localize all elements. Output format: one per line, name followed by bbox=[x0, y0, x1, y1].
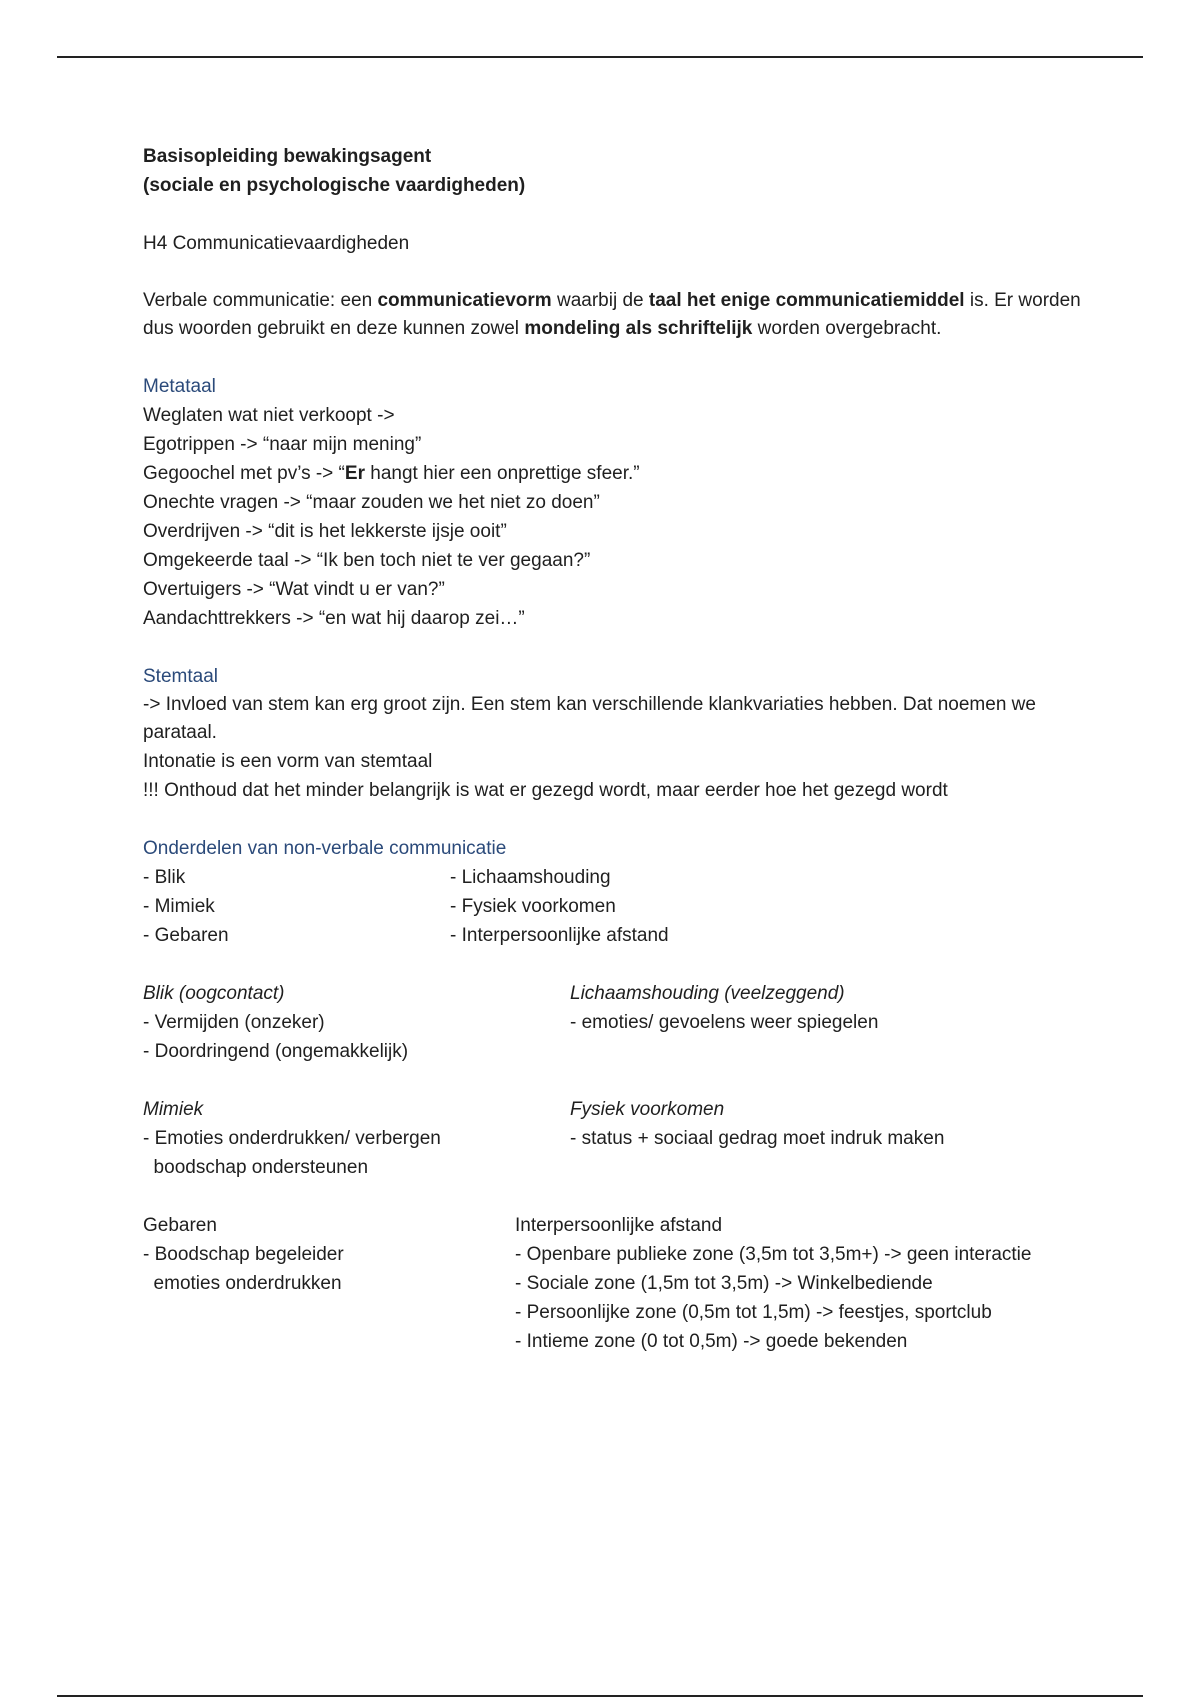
list-item: - Persoonlijke zone (0,5m tot 1,5m) -> feestjes, sportclub bbox=[515, 1302, 992, 1323]
section-heading-row bbox=[143, 1095, 1083, 1124]
section-row bbox=[143, 1327, 1083, 1356]
metataal-heading: Metataal bbox=[143, 376, 216, 397]
nonverbal-row bbox=[143, 921, 1083, 950]
list-item: Weglaten wat niet verkoopt -> bbox=[143, 405, 395, 426]
stemtaal-paragraph: -> Invloed van stem kan erg groot zijn. Een stem kan verschillende klankvariaties hebben. Dat noemen we parataal. bbox=[143, 694, 1036, 743]
list-item: Overtuigers -> “Wat vindt u er van?” bbox=[143, 579, 445, 600]
list-item: - Mimiek bbox=[143, 896, 215, 917]
list-item: - Fysiek voorkomen bbox=[450, 896, 616, 917]
document-subtitle: (sociale en psychologische vaardigheden) bbox=[143, 175, 526, 196]
section-row bbox=[143, 1240, 1083, 1269]
list-item: boodschap ondersteunen bbox=[143, 1157, 369, 1178]
list-item: Overdrijven -> “dit is het lekkerste ijsje ooit” bbox=[143, 521, 507, 542]
list-item: emoties onderdrukken bbox=[143, 1273, 342, 1294]
list-item: - status + sociaal gedrag moet indruk maken bbox=[570, 1128, 945, 1149]
section-heading-row bbox=[143, 979, 1083, 1008]
afstand-heading: Interpersoonlijke afstand bbox=[515, 1215, 723, 1236]
verbal-communication-paragraph: Verbale communicatie: een communicatievorm waarbij de taal het enige communicatiemiddel is. Er worden dus woorden gebruikt en deze kunnen zowel mondeling als schriftelijk worden overgebracht. bbox=[143, 290, 1081, 339]
chapter-heading: H4 Communicatievaardigheden bbox=[143, 233, 410, 254]
list-item: Gegoochel met pv’s -> “Er hangt hier een onprettige sfeer.” bbox=[143, 463, 640, 484]
list-item: Aandachttrekkers -> “en wat hij daarop zei…” bbox=[143, 608, 525, 629]
list-item: - Interpersoonlijke afstand bbox=[450, 925, 669, 946]
list-item: - emoties/ gevoelens weer spiegelen bbox=[570, 1012, 879, 1033]
list-item: - Blik bbox=[143, 867, 186, 888]
section-row bbox=[143, 1008, 1083, 1037]
list-item: - Gebaren bbox=[143, 925, 229, 946]
list-item: - Vermijden (onzeker) bbox=[143, 1012, 325, 1033]
mimiek-heading: Mimiek bbox=[143, 1099, 204, 1120]
bottom-rule bbox=[57, 1695, 1143, 1697]
document-page bbox=[143, 142, 1083, 1356]
document-title: Basisopleiding bewakingsagent bbox=[143, 146, 432, 167]
list-item: Egotrippen -> “naar mijn mening” bbox=[143, 434, 422, 455]
list-item: - Openbare publieke zone (3,5m tot 3,5m+) -> geen interactie bbox=[515, 1244, 1032, 1265]
blik-heading: Blik (oogcontact) bbox=[143, 983, 285, 1004]
list-item: Omgekeerde taal -> “Ik ben toch niet te ver gegaan?” bbox=[143, 550, 591, 571]
section-row bbox=[143, 1037, 1083, 1066]
section-row bbox=[143, 1153, 1083, 1182]
top-rule bbox=[57, 56, 1143, 58]
list-item: - Doordringend (ongemakkelijk) bbox=[143, 1041, 409, 1062]
section-heading-row bbox=[143, 1211, 1083, 1240]
section-row bbox=[143, 1124, 1083, 1153]
stemtaal-note: !!! Onthoud dat het minder belangrijk is wat er gezegd wordt, maar eerder hoe het gezegd wordt bbox=[143, 780, 948, 801]
list-item: Onechte vragen -> “maar zouden we het niet zo doen” bbox=[143, 492, 600, 513]
list-item: - Sociale zone (1,5m tot 3,5m) -> Winkelbediende bbox=[515, 1273, 933, 1294]
stemtaal-line: Intonatie is een vorm van stemtaal bbox=[143, 751, 433, 772]
nonverbal-heading: Onderdelen van non-verbale communicatie bbox=[143, 838, 507, 859]
list-item: - Emoties onderdrukken/ verbergen bbox=[143, 1128, 441, 1149]
list-item: - Boodschap begeleider bbox=[143, 1244, 344, 1265]
nonverbal-row bbox=[143, 892, 1083, 921]
section-row bbox=[143, 1298, 1083, 1327]
nonverbal-row bbox=[143, 863, 1083, 892]
fysiek-heading: Fysiek voorkomen bbox=[570, 1099, 725, 1120]
stemtaal-heading: Stemtaal bbox=[143, 666, 218, 687]
list-item: - Intieme zone (0 tot 0,5m) -> goede bekenden bbox=[515, 1331, 908, 1352]
section-row bbox=[143, 1269, 1083, 1298]
list-item: - Lichaamshouding bbox=[450, 867, 611, 888]
lichaamshouding-heading: Lichaamshouding (veelzeggend) bbox=[570, 983, 845, 1004]
gebaren-heading: Gebaren bbox=[143, 1215, 217, 1236]
